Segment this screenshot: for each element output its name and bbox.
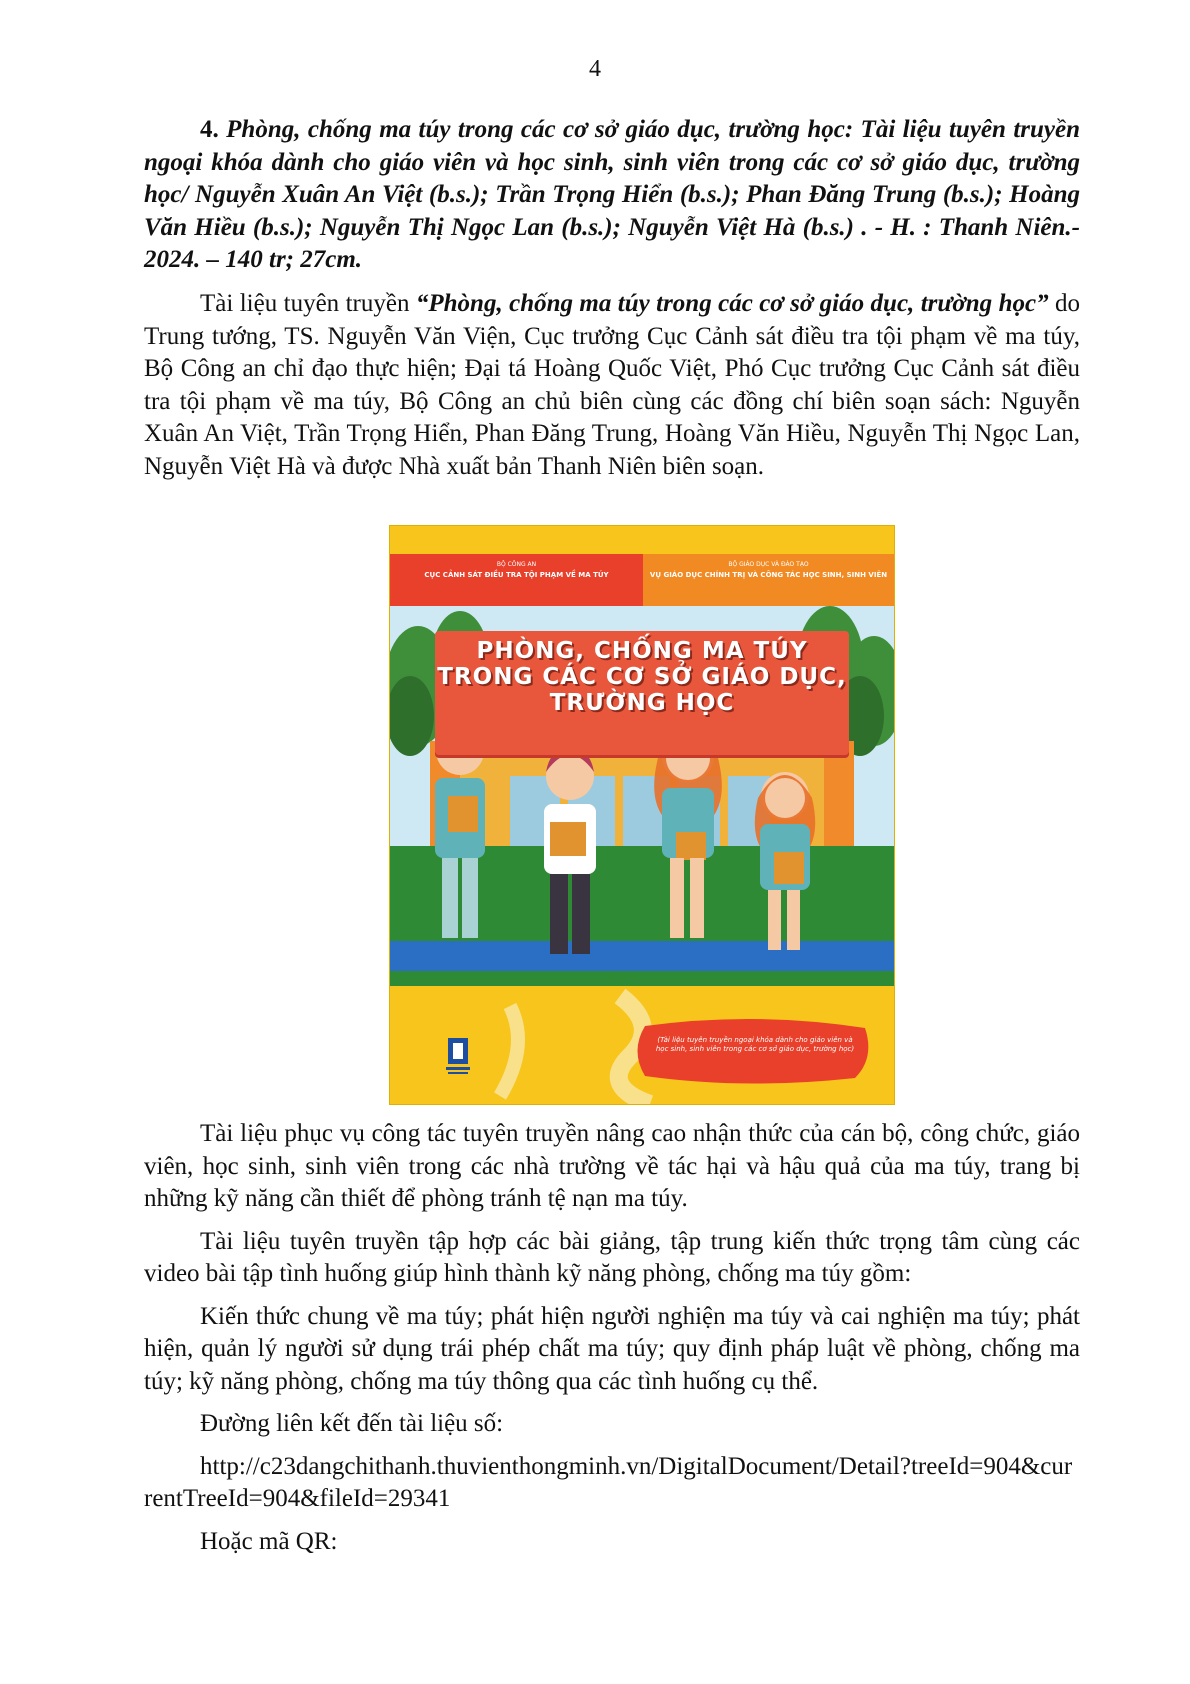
description-paragraph-2: Tài liệu tuyên truyền tập hợp các bài giảng, tập trung kiến thức trọng tâm cùng các video bài tập tình huống giúp hình thành kỹ năng phòng, chống ma túy gồm: [144,1227,1080,1287]
entry-citation: Phòng, chống ma túy trong các cơ sở giáo dục, trường học: Tài liệu tuyên truyền ngoại khóa dành cho giáo viên và học sinh, sinh viên trong các cơ sở giáo dục, trường học/ Nguyễn Xuân An Việt (b.s.); Trần Trọng Hiển (b.s.); Phan Đăng Trung (b.s.); Hoàng Văn Hiều (b.s.); Nguyễn Thị Ngọc Lan (b.s.); Nguyễn Việt Hà (b.s.) . - H. : Thanh Niên.- 2024. – 140 tr; 27cm. [144,116,1080,273]
cover-left-org: CỤC CẢNH SÁT ĐIỀU TRA TỘI PHẠM VỀ MA TÚY [424,571,609,579]
description-paragraph-1: Tài liệu phục vụ công tác tuyên truyền nâng cao nhận thức của cán bộ, công chức, giáo viên, học sinh, sinh viên trong các nhà trường về tác hại và hậu quả của ma túy, trang bị những kỹ năng cần thiết để phòng tránh tệ nạn ma túy. [144,1120,1080,1212]
cover-right-org: VỤ GIÁO DỤC CHÍNH TRỊ VÀ CÔNG TÁC HỌC SINH, SINH VIÊN [649,571,888,579]
cover-subtitle: (Tài liệu tuyên truyền ngoại khóa dành cho giáo viên và học sinh, sinh viên trong các cơ sở giáo dục, trường học) [655,1036,855,1053]
cover-left-org-small: BỘ CÔNG AN [496,561,537,568]
page-number: 4 [589,56,601,82]
description-section [144,1118,1080,1568]
cover-left-banner [390,554,643,606]
link-label: Đường liên kết đến tài liệu số: [200,1410,504,1437]
intro-book-title: “Phòng, chống ma túy trong các cơ sở giáo dục, trường học” [415,290,1049,317]
cover-illustration [390,526,894,1104]
cover-right-org-small: BỘ GIÁO DỤC VÀ ĐÀO TẠO [728,561,809,568]
description-paragraph-3: Kiến thức chung về ma túy; phát hiện người nghiện ma túy và cai nghiện ma túy; phát hiện, quản lý người sử dụng trái phép chất ma túy; quy định pháp luật về phòng, chống ma túy; kỹ năng phòng, chống ma túy thông qua các tình huống cụ thể. [144,1302,1080,1395]
cover-title: PHÒNG, CHỐNG MA TÚY TRONG CÁC CƠ SỞ GIÁO DỤC, TRƯỜNG HỌC [437,638,847,716]
qr-label: Hoặc mã QR: [200,1527,338,1555]
cover-right-banner [643,554,894,606]
book-cover-image [389,525,895,1105]
entry-number: 4. [200,116,219,143]
publisher-logo-icon [444,1036,472,1076]
intro-prefix: Tài liệu tuyên truyền [200,290,416,317]
catalog-entry [144,114,1080,277]
intro-rest: do Trung tướng, TS. Nguyễn Văn Viện, Cục trưởng Cục Cảnh sát điều tra tội phạm về ma túy, Bộ Công an chỉ đạo thực hiện; Đại tá Hoàng Quốc Việt, Phó Cục trưởng Cục Cảnh sát điều tra tội phạm về ma túy, Bộ Công an chủ biên cùng các đồng chí biên soạn sách: Nguyễn Xuân An Việt, Trần Trọng Hiển, Phan Đăng Trung, Hoàng Văn Hiều, Nguyễn Thị Ngọc Lan, Nguyễn Việt Hà và được Nhà xuất bản Thanh Niên biên soạn. [144,290,1081,480]
digital-document-link[interactable]: http://c23dangchithanh.thuvienthongminh.vn/DigitalDocument/Detail?treeId=904&currentTreeId=904&fileId=29341 [144,1452,1073,1512]
intro-paragraph [144,288,1080,483]
